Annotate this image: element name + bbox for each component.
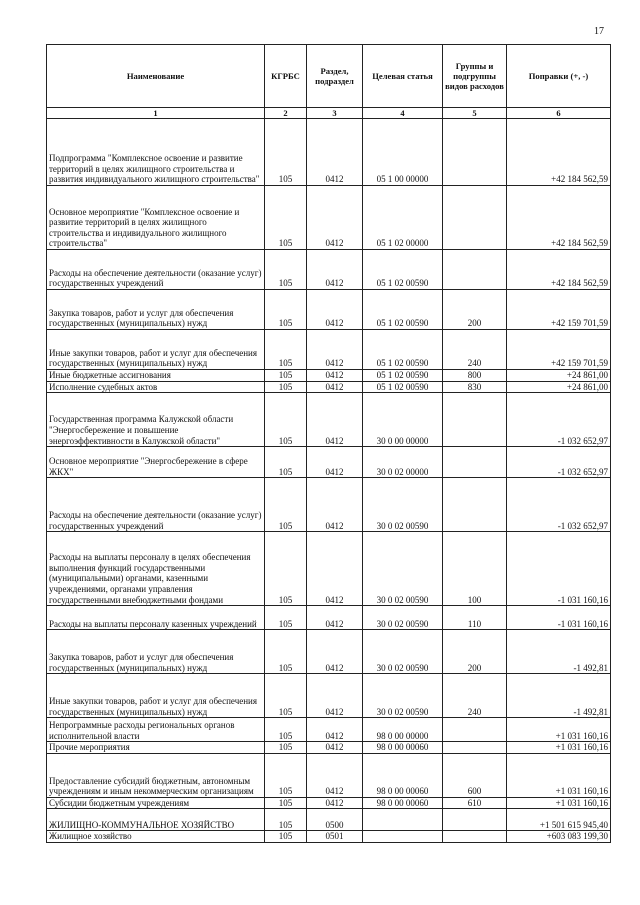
row-amount: +1 501 615 945,40 — [507, 809, 611, 831]
row-amount: +603 083 199,30 — [507, 831, 611, 843]
header-name: Наименование — [47, 45, 265, 108]
row-amount: +1 031 160,16 — [507, 742, 611, 754]
row-target: 30 0 02 00590 — [363, 674, 443, 718]
table-row — [47, 478, 611, 532]
row-kgrbs: 105 — [265, 290, 307, 330]
page-number: 17 — [594, 26, 604, 37]
table-row — [47, 797, 611, 809]
row-name: Закупка товаров, работ и услуг для обеспечения государственных (муниципальных) нужд — [47, 630, 265, 674]
row-name: Жилищное хозяйство — [47, 831, 265, 843]
row-kgrbs: 105 — [265, 186, 307, 250]
table-row — [47, 119, 611, 186]
row-name: Расходы на обеспечение деятельности (оказание услуг) государственных учреждений — [47, 250, 265, 290]
row-amount: +1 031 160,16 — [507, 718, 611, 742]
row-name: Иные закупки товаров, работ и услуг для обеспечения государственных (муниципальных) нужд — [47, 674, 265, 718]
row-section: 0412 — [307, 478, 363, 532]
row-section: 0412 — [307, 674, 363, 718]
budget-table — [46, 44, 611, 843]
row-target: 30 0 00 00000 — [363, 393, 443, 447]
table-row — [47, 831, 611, 843]
row-kgrbs: 105 — [265, 674, 307, 718]
column-number: 2 — [265, 108, 307, 119]
row-target: 98 0 00 00060 — [363, 753, 443, 797]
table-header-row — [47, 45, 611, 108]
row-group — [443, 119, 507, 186]
row-amount: +24 861,00 — [507, 381, 611, 393]
column-number: 5 — [443, 108, 507, 119]
row-target: 98 0 00 00060 — [363, 742, 443, 754]
row-target: 30 0 02 00590 — [363, 630, 443, 674]
row-name: Подпрограмма "Комплексное освоение и развитие территорий в целях жилищного строительства и развития индивидуального жилищного строительства" — [47, 119, 265, 186]
row-name: Предоставление субсидий бюджетным, автономным учреждениям и иным некоммерческим организациям — [47, 753, 265, 797]
row-group — [443, 831, 507, 843]
row-name: Исполнение судебных актов — [47, 381, 265, 393]
row-group: 110 — [443, 606, 507, 630]
table-row — [47, 370, 611, 382]
row-group: 600 — [443, 753, 507, 797]
row-section: 0412 — [307, 797, 363, 809]
table-row — [47, 718, 611, 742]
row-section: 0412 — [307, 630, 363, 674]
row-target — [363, 831, 443, 843]
row-section: 0412 — [307, 718, 363, 742]
row-kgrbs: 105 — [265, 393, 307, 447]
table-row — [47, 393, 611, 447]
row-group — [443, 186, 507, 250]
table-row — [47, 742, 611, 754]
row-target — [363, 809, 443, 831]
row-target: 30 0 02 00590 — [363, 532, 443, 606]
row-amount: +24 861,00 — [507, 370, 611, 382]
row-kgrbs: 105 — [265, 606, 307, 630]
row-group: 800 — [443, 370, 507, 382]
column-number: 4 — [363, 108, 443, 119]
row-amount: -1 032 652,97 — [507, 393, 611, 447]
table-body — [47, 119, 611, 843]
row-name: Прочие мероприятия — [47, 742, 265, 754]
row-kgrbs: 105 — [265, 831, 307, 843]
row-amount: +42 184 562,59 — [507, 250, 611, 290]
row-section: 0412 — [307, 381, 363, 393]
table-row — [47, 630, 611, 674]
row-target: 05 1 02 00590 — [363, 381, 443, 393]
row-amount: -1 032 652,97 — [507, 447, 611, 478]
row-target: 05 1 02 00590 — [363, 370, 443, 382]
row-kgrbs: 105 — [265, 250, 307, 290]
row-amount: +1 031 160,16 — [507, 753, 611, 797]
row-section: 0412 — [307, 742, 363, 754]
row-name: Расходы на обеспечение деятельности (оказание услуг) государственных учреждений — [47, 478, 265, 532]
row-group — [443, 393, 507, 447]
row-amount: +1 031 160,16 — [507, 797, 611, 809]
row-section: 0412 — [307, 330, 363, 370]
column-number: 1 — [47, 108, 265, 119]
row-name: Субсидии бюджетным учреждениям — [47, 797, 265, 809]
table-row — [47, 532, 611, 606]
row-kgrbs: 105 — [265, 478, 307, 532]
row-kgrbs: 105 — [265, 381, 307, 393]
row-kgrbs: 105 — [265, 742, 307, 754]
row-kgrbs: 105 — [265, 370, 307, 382]
row-amount: -1 492,81 — [507, 630, 611, 674]
row-section: 0412 — [307, 186, 363, 250]
header-kgrbs: КГРБС — [265, 45, 307, 108]
header-amount: Поправки (+, -) — [507, 45, 611, 108]
table-row — [47, 447, 611, 478]
row-kgrbs: 105 — [265, 447, 307, 478]
row-amount: -1 031 160,16 — [507, 532, 611, 606]
row-name: Закупка товаров, работ и услуг для обеспечения государственных (муниципальных) нужд — [47, 290, 265, 330]
row-group: 200 — [443, 630, 507, 674]
table-row — [47, 381, 611, 393]
table-row — [47, 290, 611, 330]
row-section: 0412 — [307, 606, 363, 630]
row-group: 830 — [443, 381, 507, 393]
row-name: ЖИЛИЩНО-КОММУНАЛЬНОЕ ХОЗЯЙСТВО — [47, 809, 265, 831]
row-group — [443, 447, 507, 478]
row-group — [443, 809, 507, 831]
column-number-row — [47, 108, 611, 119]
row-group: 240 — [443, 674, 507, 718]
table-row — [47, 186, 611, 250]
row-group — [443, 742, 507, 754]
header-section: Раздел, подраздел — [307, 45, 363, 108]
row-target: 05 1 02 00590 — [363, 250, 443, 290]
row-target: 30 0 02 00000 — [363, 447, 443, 478]
row-target: 05 1 02 00590 — [363, 290, 443, 330]
row-target: 98 0 00 00000 — [363, 718, 443, 742]
row-kgrbs: 105 — [265, 532, 307, 606]
column-number: 3 — [307, 108, 363, 119]
row-section: 0412 — [307, 532, 363, 606]
row-name: Непрограммные расходы региональных органов исполнительной власти — [47, 718, 265, 742]
row-target: 05 1 02 00590 — [363, 330, 443, 370]
row-name: Расходы на выплаты персоналу в целях обеспечения выполнения функций государственными (муниципальными) органами, казенными учреждениями, органами управления государственными внебюджетными фондами — [47, 532, 265, 606]
table-row — [47, 809, 611, 831]
row-name: Иные бюджетные ассигнования — [47, 370, 265, 382]
row-group — [443, 478, 507, 532]
row-kgrbs: 105 — [265, 119, 307, 186]
row-section: 0412 — [307, 290, 363, 330]
row-name: Государственная программа Калужской области "Энергосбережение и повышение энергоэффективности в Калужской области" — [47, 393, 265, 447]
row-section: 0412 — [307, 250, 363, 290]
table-row — [47, 330, 611, 370]
table-row — [47, 606, 611, 630]
row-name: Расходы на выплаты персоналу казенных учреждений — [47, 606, 265, 630]
row-group: 100 — [443, 532, 507, 606]
row-amount: -1 032 652,97 — [507, 478, 611, 532]
row-group: 240 — [443, 330, 507, 370]
row-amount: -1 031 160,16 — [507, 606, 611, 630]
header-group: Группы и подгруппы видов расходов — [443, 45, 507, 108]
row-kgrbs: 105 — [265, 753, 307, 797]
row-amount: -1 492,81 — [507, 674, 611, 718]
row-section: 0501 — [307, 831, 363, 843]
row-name: Основное мероприятие "Энергосбережение в сфере ЖКХ" — [47, 447, 265, 478]
row-kgrbs: 105 — [265, 797, 307, 809]
row-amount: +42 159 701,59 — [507, 330, 611, 370]
row-section: 0500 — [307, 809, 363, 831]
table-row — [47, 674, 611, 718]
row-amount: +42 159 701,59 — [507, 290, 611, 330]
row-kgrbs: 105 — [265, 809, 307, 831]
header-target: Целевая статья — [363, 45, 443, 108]
row-section: 0412 — [307, 447, 363, 478]
row-section: 0412 — [307, 370, 363, 382]
row-group — [443, 250, 507, 290]
row-target: 98 0 00 00060 — [363, 797, 443, 809]
row-target: 30 0 02 00590 — [363, 478, 443, 532]
row-section: 0412 — [307, 119, 363, 186]
row-group: 610 — [443, 797, 507, 809]
row-amount: +42 184 562,59 — [507, 186, 611, 250]
row-group: 200 — [443, 290, 507, 330]
row-name: Иные закупки товаров, работ и услуг для обеспечения государственных (муниципальных) нужд — [47, 330, 265, 370]
row-target: 05 1 02 00000 — [363, 186, 443, 250]
table-row — [47, 753, 611, 797]
row-target: 05 1 00 00000 — [363, 119, 443, 186]
row-amount: +42 184 562,59 — [507, 119, 611, 186]
row-target: 30 0 02 00590 — [363, 606, 443, 630]
column-number: 6 — [507, 108, 611, 119]
row-kgrbs: 105 — [265, 330, 307, 370]
row-section: 0412 — [307, 753, 363, 797]
row-section: 0412 — [307, 393, 363, 447]
row-kgrbs: 105 — [265, 718, 307, 742]
table-row — [47, 250, 611, 290]
row-name: Основное мероприятие "Комплексное освоение и развитие территорий в целях жилищного строительства и индивидуального жилищного строительства" — [47, 186, 265, 250]
row-kgrbs: 105 — [265, 630, 307, 674]
row-group — [443, 718, 507, 742]
